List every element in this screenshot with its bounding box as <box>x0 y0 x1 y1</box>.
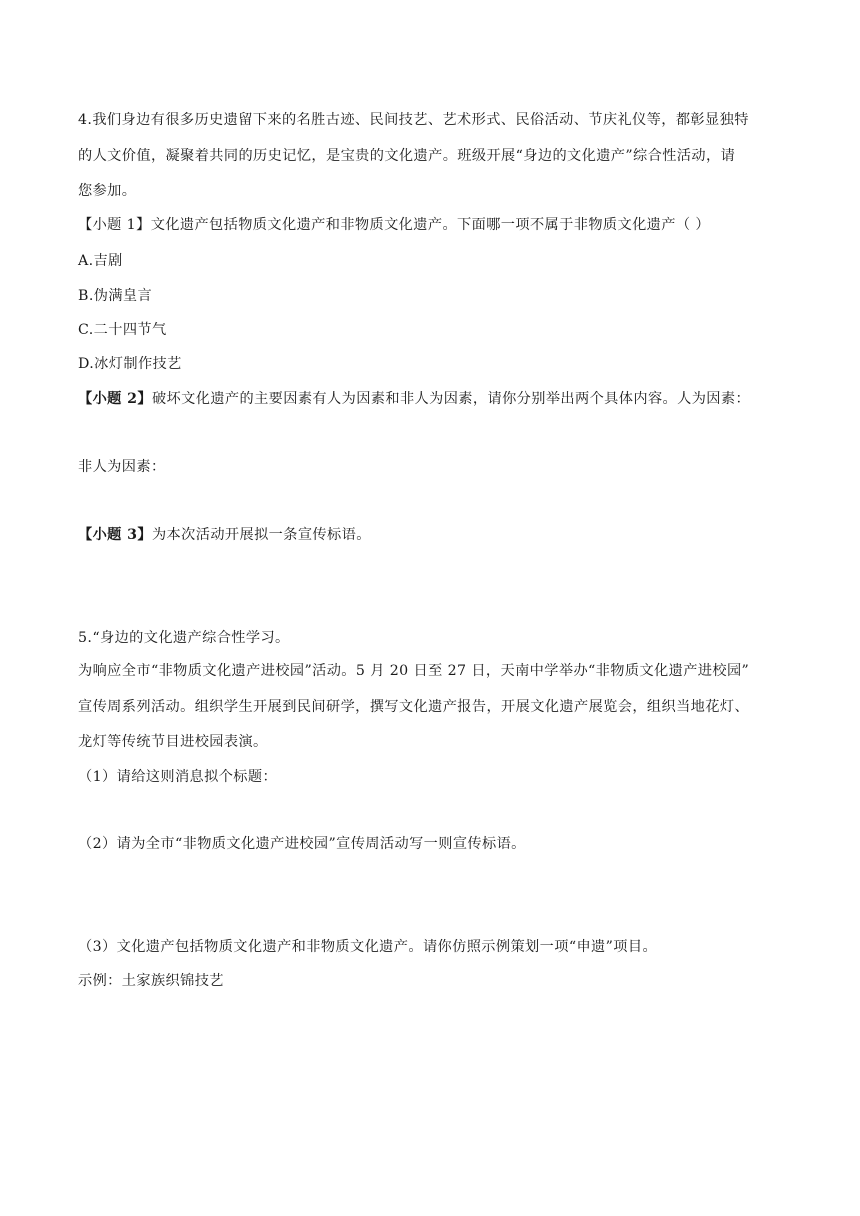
subquestion-text: 为本次活动开展拟一条宣传标语。 <box>151 527 371 543</box>
option-d: D.冰灯制作技艺 <box>78 356 182 372</box>
q4-subquestion-3 <box>78 525 790 545</box>
option-a: A.吉剧 <box>78 253 123 269</box>
q5-paragraph-line-3: 龙灯等传统节目进校园表演。 <box>78 734 268 750</box>
q5-item-3: （3）文化遗产包括物质文化遗产和非物质文化遗产。请你仿照示例策划一项“申遗”项目。 <box>78 939 658 955</box>
q5-example: 示例：土家族织锦技艺 <box>78 973 224 989</box>
q4-intro-line-3: 您参加。 <box>78 183 137 199</box>
subquestion-tag: 【小题 3】 <box>78 527 152 543</box>
q5-paragraph-line-1: 为响应全市“非物质文化遗产进校园”活动。5 月 20 日至 27 日，天南中学举办“非物质文化遗产进校园” <box>78 663 750 679</box>
subquestion-tag: 【小题 2】 <box>78 391 152 407</box>
q4-intro-line-2: 的人文价值，凝聚着共同的历史记忆，是宝贵的文化遗产。班级开展“身边的文化遗产”综合性活动，请 <box>78 148 736 164</box>
subquestion-text: 破坏文化遗产的主要因素有人为因素和非人为因素，请你分别举出两个具体内容。人为因素： <box>151 391 751 407</box>
q5-item-1: （1）请给这则消息拟个标题： <box>78 769 278 785</box>
q4-subquestion-2 <box>78 389 790 409</box>
option-b: B.伪满皇言 <box>78 288 153 304</box>
q4-subquestion-1 <box>78 215 790 235</box>
option-c: C.二十四节气 <box>78 322 167 338</box>
non-human-factors-label: 非人为因素： <box>78 459 166 475</box>
q4-intro-line-1: 4.我们身边有很多历史遗留下来的名胜古迹、民间技艺、艺术形式、民俗活动、节庆礼仪等，都彰显独特 <box>78 112 749 128</box>
q5-item-2: （2）请为全市“非物质文化遗产进校园”宣传周活动写一则宣传标语。 <box>78 836 526 852</box>
q5-title: 5.“身边的文化遗产综合性学习。 <box>78 630 290 646</box>
q5-paragraph-line-2: 宣传周系列活动。组织学生开展到民间研学，撰写文化遗产报告，开展文化遗产展览会，组织当地花灯、 <box>78 699 750 715</box>
subquestion-text: 文化遗产包括物质文化遗产和非物质文化遗产。下面哪一项不属于非物质文化遗产（ ） <box>150 217 710 233</box>
subquestion-tag: 【小题 1】 <box>78 217 151 233</box>
